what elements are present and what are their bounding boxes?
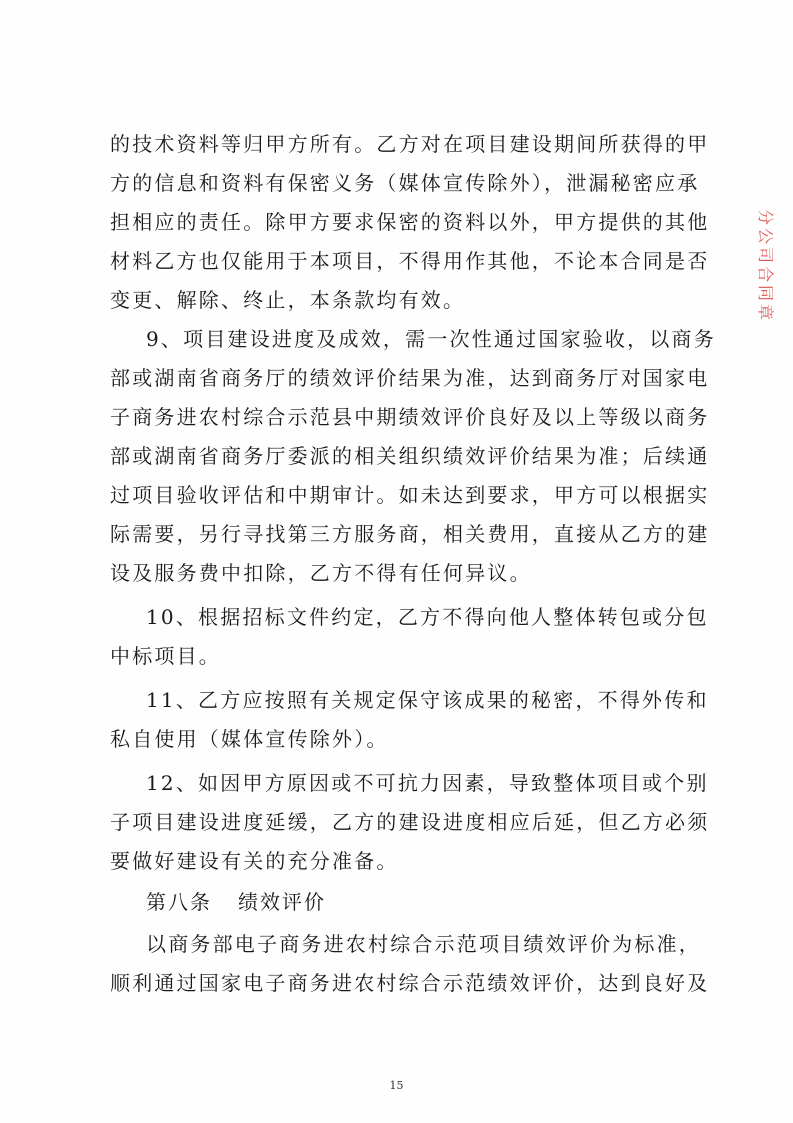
text-line: 过项目验收评估和中期审计。如未达到要求，甲方可以根据实 [110, 483, 710, 507]
text-line: 材料乙方也仅能用于本项目，不得用作其他，不论本合同是否 [110, 249, 710, 273]
page-number: 15 [389, 1079, 404, 1092]
text-line: 设及服务费中扣除，乙方不得有任何异议。 [110, 561, 532, 585]
text-line: 要做好建设有关的充分准备。 [110, 849, 399, 873]
text-line: 部或湖南省商务厅委派的相关组织绩效评价结果为准；后续通 [110, 444, 710, 468]
text-line: 担相应的责任。除甲方要求保密的资料以外，甲方提供的其他 [110, 210, 710, 234]
text-line: 子项目建设进度延缓，乙方的建设进度相应后延，但乙方必须 [110, 810, 710, 834]
clause-11-first-line: 11、乙方应按照有关规定保守该成果的秘密，不得外传和 [146, 688, 709, 712]
text-line: 私自使用（媒体宣传除外）。 [110, 727, 389, 751]
svg-text:分公司合同章: 分公司合同章 [756, 209, 775, 324]
text-line: 际需要，另行寻找第三方服务商，相关费用，直接从乙方的建 [110, 522, 710, 546]
text-line: 部或湖南省商务厅的绩效评价结果为准，达到商务厅对国家电 [110, 366, 710, 390]
article-title: 绩效评价 [238, 890, 326, 914]
text-line: 变更、解除、终止，本条款均有效。 [110, 288, 466, 312]
text-line: 以商务部电子商务进农村综合示范项目绩效评价为标准， [146, 932, 701, 956]
seal-stamp-fragment [752, 205, 786, 345]
text-line: 方的信息和资料有保密义务（媒体宣传除外），泄漏秘密应承 [110, 171, 700, 195]
text-line: 的技术资料等归甲方所有。乙方对在项目建设期间所获得的甲 [110, 132, 710, 156]
text-line: 顺利通过国家电子商务进农村综合示范绩效评价，达到良好及 [110, 971, 710, 995]
text-line: 中标项目。 [110, 644, 221, 668]
clause-12-first-line: 12、如因甲方原因或不可抗力因素，导致整体项目或个别 [146, 771, 709, 795]
clause-9-first-line: 9、项目建设进度及成效，需一次性通过国家验收，以商务 [146, 327, 716, 351]
seal-stamp-graphic [752, 205, 786, 345]
article-heading [146, 889, 326, 915]
clause-10-first-line: 10、根据招标文件约定，乙方不得向他人整体转包或分包 [146, 605, 709, 629]
text-line: 子商务进农村综合示范县中期绩效评价良好及以上等级以商务 [110, 405, 710, 429]
article-number: 第八条 [146, 890, 212, 914]
